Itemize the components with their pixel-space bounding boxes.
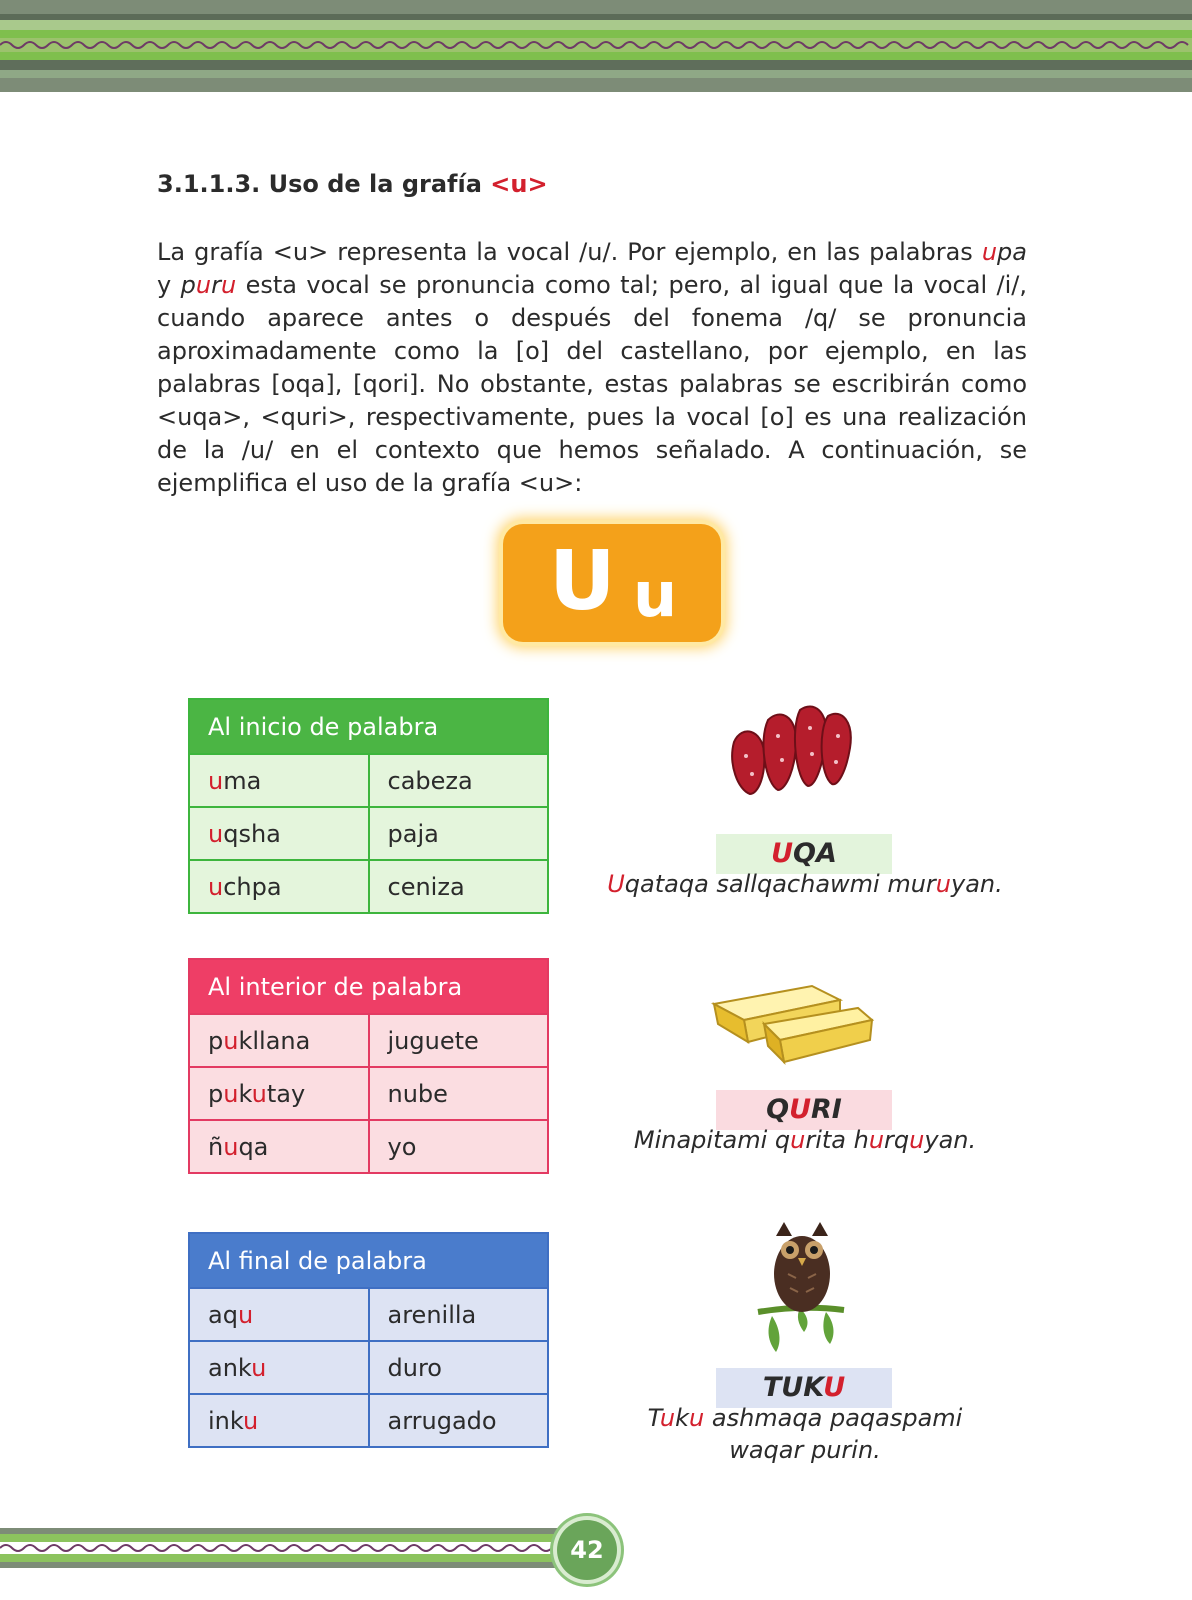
top-decorative-band [0,0,1192,96]
spanish-translation: arrugado [369,1394,549,1447]
quechua-word: anku [189,1341,369,1394]
letter-uppercase: U [549,534,616,629]
sweet-potatoes-icon [724,690,874,812]
spanish-translation: juguete [369,1014,549,1067]
table-row [189,1288,548,1341]
table-header: Al inicio de palabra [189,699,548,754]
spanish-translation: cabeza [369,754,549,807]
quechua-word: uma [189,754,369,807]
example-word-quri: QURI [716,1090,892,1130]
table-row [189,1014,548,1067]
table-row [189,1067,548,1120]
quechua-word: aqu [189,1288,369,1341]
table-row [189,1341,548,1394]
letter-tile [503,524,721,642]
grapheme-label: <u> [490,170,548,198]
example-word-tuku: TUKU [716,1368,892,1408]
footer-decorative-band [0,1528,580,1568]
example-sentence-uqa: Uqataqa sallqachawmi muruyan. [607,870,1003,898]
body-paragraph: La grafía <u> representa la vocal /u/. Por ejemplo, en las palabras upa y puru esta vocal se pronuncia como tal; pero, al igual que la vocal /i/, cuando aparece antes o después del fonema /q/ se pronuncia aproximadamente como la [o] del castellano, por ejemplo, en las palabras [oqa], [qori]. No obstante, estas palabras se escribirán como <uqa>, <quri>, respectivamente, pues la vocal [o] es una realización de la /u/ en el contexto que hemos señalado. A continuación, se ejemplifica el uso de la grafía <u>: [157,238,1027,497]
table-row [189,1394,548,1447]
table-interior-position [188,958,549,1174]
gold-bars-icon [708,962,878,1072]
quechua-word: uchpa [189,860,369,913]
example-sentence-tuku: Tuku ashmaqa paqaspami waqar purin. [647,1404,963,1464]
table-row [189,1120,548,1173]
spanish-translation: yo [369,1120,549,1173]
example-word-uqa: UQA [716,834,892,874]
table-final-position [188,1232,549,1448]
table-row [189,860,548,913]
letter-lowercase: u [633,558,678,631]
spanish-translation: paja [369,807,549,860]
table-header: Al interior de palabra [189,959,548,1014]
quechua-word: ñuqa [189,1120,369,1173]
spanish-translation: arenilla [369,1288,549,1341]
table-initial-position [188,698,549,914]
page-number-badge: 42 [557,1520,617,1580]
example-sentence-quri: Minapitami qurita hurquyan. [633,1126,977,1154]
owl-icon [752,1212,848,1362]
section-heading: 3.1.1.3. Uso de la grafía <u> [157,170,548,198]
table-row [189,807,548,860]
spanish-translation: duro [369,1341,549,1394]
spanish-translation: nube [369,1067,549,1120]
table-row [189,754,548,807]
quechua-word: inku [189,1394,369,1447]
spanish-translation: ceniza [369,860,549,913]
quechua-word: uqsha [189,807,369,860]
quechua-word: pukutay [189,1067,369,1120]
quechua-word: pukllana [189,1014,369,1067]
table-header: Al final de palabra [189,1233,548,1288]
